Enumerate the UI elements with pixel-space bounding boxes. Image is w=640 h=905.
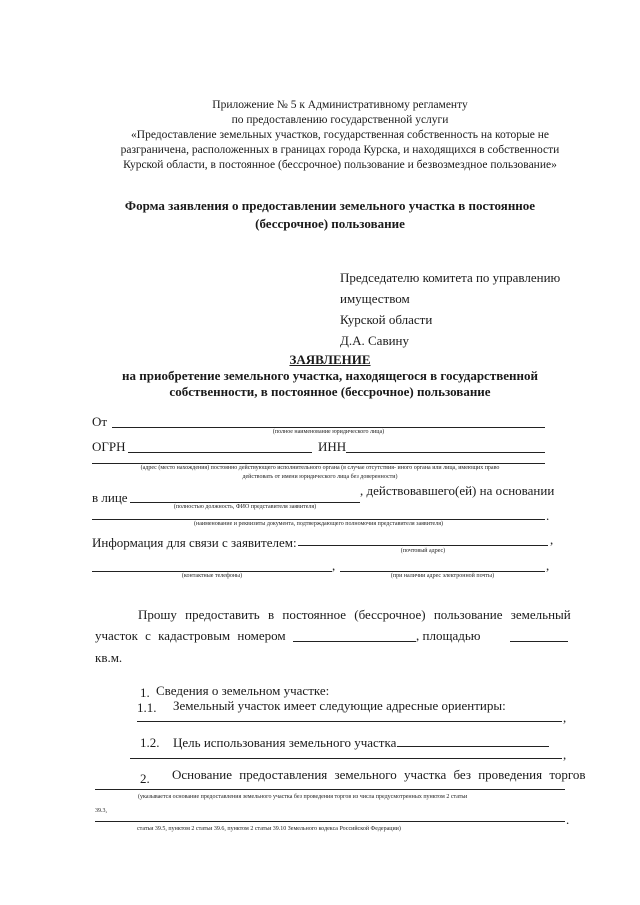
from-field[interactable] <box>112 427 545 428</box>
person-label: в лице <box>92 490 128 505</box>
plot-info-heading-num: 1. <box>140 685 150 700</box>
address-field[interactable] <box>92 463 545 464</box>
document-period: . <box>546 508 550 523</box>
addressee-line-1: Председателю комитета по управлению <box>340 270 561 285</box>
statement-subtitle-2: собственности, в постоянное (бессрочное) пользование <box>169 384 491 399</box>
addressee-line-4: Д.А. Савину <box>340 333 409 348</box>
form-title-line-1: Форма заявления о предоставлении земельного участка в постоянное <box>124 198 536 213</box>
postal-comma: , <box>550 532 554 547</box>
item-1-1-text: Земельный участок имеет следующие адресные ориентиры: <box>173 698 506 713</box>
address-hint-2: действовать от имени юридического лица без доверенности) <box>242 474 398 480</box>
from-hint: (полное наименование юридического лица) <box>272 429 385 435</box>
address-hint-1: (адрес (место нахождения) постоянно действующего исполнительного органа (в случае отсутствия- иного органа или лица, имеющих право <box>140 465 500 471</box>
ogrn-field[interactable] <box>128 452 312 453</box>
postal-field[interactable] <box>298 545 548 546</box>
landmarks-comma: , <box>563 710 567 725</box>
statement-subtitle-1: на приобретение земельного участка, находящегося в государственной <box>122 368 538 383</box>
appendix-line-2: по предоставлению государственной услуги <box>231 114 449 126</box>
area-field[interactable] <box>510 641 568 642</box>
contact-label: Информация для связи с заявителем: <box>92 535 297 550</box>
from-label: От <box>92 414 108 429</box>
item-1-1-num: 1.1. <box>137 700 157 715</box>
address-landmarks-field[interactable] <box>137 721 562 722</box>
request-line-1: Прошу предоставить в постоянное (бессрочное) пользование земельный <box>138 607 571 622</box>
appendix-line-1: Приложение № 5 к Административному регламенту <box>212 99 468 111</box>
addressee-line-3: Курской области <box>340 312 433 327</box>
phone-hint: (контактные телефоны) <box>181 573 243 579</box>
document-field[interactable] <box>92 519 545 520</box>
purpose-comma: , <box>563 747 567 762</box>
document-hint: (наименование и реквизиты документа, подтверждающего полномочия представителя заявителя) <box>194 521 443 527</box>
cadastral-number-field[interactable] <box>293 641 416 642</box>
basis-field-1[interactable] <box>95 789 565 790</box>
basis-hint-2: статьи 39.5, пунктом 2 статьи 39.6, пунктом 2 статьи 39.10 Земельного кодекса Российской Федерации) <box>137 826 401 832</box>
form-title-line-2: (бессрочное) пользование <box>255 216 405 231</box>
person-field[interactable] <box>130 502 360 503</box>
ogrn-label: ОГРН <box>92 439 126 454</box>
plot-info-heading: Сведения о земельном участке: <box>156 683 330 698</box>
addressee-line-2: имуществом <box>340 291 410 306</box>
request-area-label: , площадью <box>416 628 481 643</box>
purpose-field-2[interactable] <box>130 758 562 759</box>
email-field[interactable] <box>340 571 545 572</box>
basis-period: . <box>566 812 570 827</box>
request-unit: кв.м. <box>95 650 123 665</box>
email-comma: , <box>546 558 550 573</box>
appendix-line-4: разграничена, расположенных в границах города Курска, и находящихся в собственности <box>120 144 560 156</box>
postal-hint: (почтовый адрес) <box>400 548 446 554</box>
phone-field[interactable] <box>92 571 332 572</box>
item-2-num: 2. <box>140 771 150 786</box>
person-hint: (полностью должность, ФИО представителя заявителя) <box>173 504 317 510</box>
basis-field-2[interactable] <box>95 821 565 822</box>
appendix-line-5: Курской области, в постоянное (бессрочное) пользование и безвозмездное пользование» <box>123 159 557 171</box>
appendix-line-3: «Предоставление земельных участков, государственная собственность на которые не <box>131 129 549 141</box>
item-1-2-text: Цель использования земельного участка <box>173 735 397 750</box>
acting-label: , действовавшего(ей) на основании <box>360 483 555 498</box>
basis-hint-1: (указывается основание предоставления земельного участка без проведения торгов из числа предусмотренных пунктом 2 статьи <box>138 794 468 800</box>
item-2-text: Основание предоставления земельного участка без проведения торгов <box>172 767 586 782</box>
inn-label: ИНН <box>318 439 347 454</box>
basis-hint-prefix: 39.3, <box>95 808 107 814</box>
item-1-2-num: 1.2. <box>140 735 160 750</box>
email-hint: (при наличии адрес электронной почты) <box>390 573 495 579</box>
purpose-field-1[interactable] <box>397 746 549 747</box>
inn-field[interactable] <box>346 452 545 453</box>
request-cadastral-label: участок с кадастровым номером <box>95 628 286 643</box>
statement-title: ЗАЯВЛЕНИЕ <box>289 352 371 367</box>
phone-comma: , <box>332 558 336 573</box>
